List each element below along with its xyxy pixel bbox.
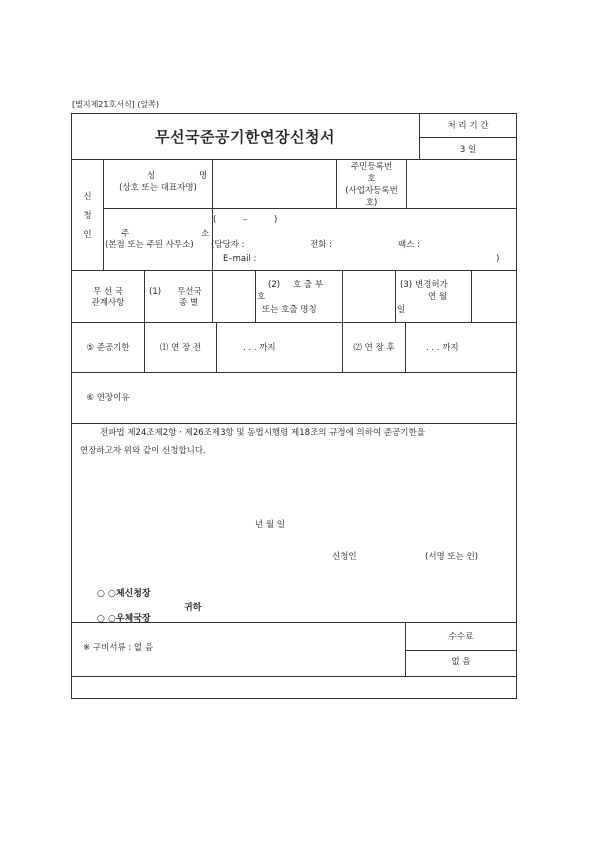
recipient-2: ○ ○우체국장	[97, 614, 151, 622]
change-date-field[interactable]	[472, 271, 515, 321]
application-date[interactable]: 년 월 일	[255, 520, 286, 530]
email-label: E–mail :	[223, 254, 257, 264]
call-sign-num: (2)	[268, 280, 281, 290]
station-type-label: 무선국	[177, 287, 202, 297]
postcode-dash: –	[243, 215, 248, 225]
name-field[interactable]	[213, 160, 335, 207]
processing-period-label: 처 리 기 간	[447, 121, 489, 131]
station-type-label-2: 종 별	[179, 298, 199, 308]
fee-label: 수수료	[448, 632, 474, 642]
phone-label: 전화 :	[310, 240, 332, 250]
address-field[interactable]	[213, 209, 515, 269]
recipient-1: ○ ○체신청장	[97, 589, 151, 599]
address-label-2: 소	[201, 229, 210, 239]
contact-person-label: (담당자 :	[211, 240, 245, 250]
address-label-sub: (본점 또는 주된 사무소)	[105, 240, 194, 250]
change-date-num: (3)	[400, 280, 413, 290]
deadline-label: ⑤ 준공기한	[86, 343, 130, 353]
required-documents: ※ 구비서류 : 없 음	[83, 643, 154, 653]
station-section-label-2: 관계사항	[91, 298, 125, 308]
call-sign-label: 호 출 부	[293, 280, 324, 290]
statement-line-1: 전파법 제24조제2항ㆍ제26조제3항 및 동법시행령 제18조의 규정에 의하여 준공기한을	[100, 428, 425, 438]
call-sign-field[interactable]	[343, 271, 394, 321]
form-label: [별지제21호서식] (앞쪽)	[72, 100, 160, 109]
name-label: 성	[147, 171, 156, 181]
deadline-before-label: ⑴ 연 장 전	[159, 343, 202, 353]
id-number-label-2: 호	[367, 174, 376, 184]
station-type-num: (1)	[149, 287, 162, 297]
statement-line-2: 연장하고자 위와 같이 신청합니다.	[80, 446, 206, 456]
call-sign-label-2: 호	[257, 292, 266, 302]
form-title: 무선국준공기한연장신청서	[155, 128, 335, 146]
deadline-after-value[interactable]: . . . 까지	[426, 343, 459, 353]
change-date-label-3: 일	[397, 305, 406, 315]
postcode-open: (	[213, 215, 217, 225]
change-date-label-2: 연 월	[428, 292, 448, 302]
change-date-label: 변경허가	[415, 280, 448, 290]
call-sign-label-3: 또는 호출 명칭	[262, 305, 317, 315]
signature-note[interactable]: (서명 또는 인)	[425, 552, 479, 562]
recipient-honorific: 귀하	[184, 603, 202, 613]
id-number-label-sub: (사업자등록번	[345, 186, 398, 196]
id-number-field[interactable]	[407, 160, 515, 207]
id-number-label-sub2: 호)	[365, 198, 378, 208]
processing-period-value: 3 일	[459, 145, 477, 155]
postcode-close: )	[274, 215, 278, 225]
fax-label: 팩스 :	[398, 240, 420, 250]
name-label-sub: (상호 또는 대표자명)	[119, 183, 197, 193]
email-close: )	[496, 254, 500, 264]
deadline-before-value[interactable]: . . . 까지	[243, 343, 276, 353]
applicant-signer-label: 신청인	[332, 552, 357, 562]
address-label: 주	[121, 229, 130, 239]
deadline-after-label: ⑵ 연 장 후	[353, 343, 395, 353]
reason-label: ⑥ 연장이유	[86, 393, 130, 403]
name-label-2: 명	[199, 171, 208, 181]
fee-value: 없 음	[451, 657, 471, 667]
station-section-label: 무 선 국	[92, 287, 124, 297]
recipient-2-clip	[90, 613, 210, 622]
station-type-field[interactable]	[213, 271, 254, 321]
id-number-label: 주민등록번	[350, 162, 393, 172]
reason-field[interactable]	[146, 374, 515, 422]
